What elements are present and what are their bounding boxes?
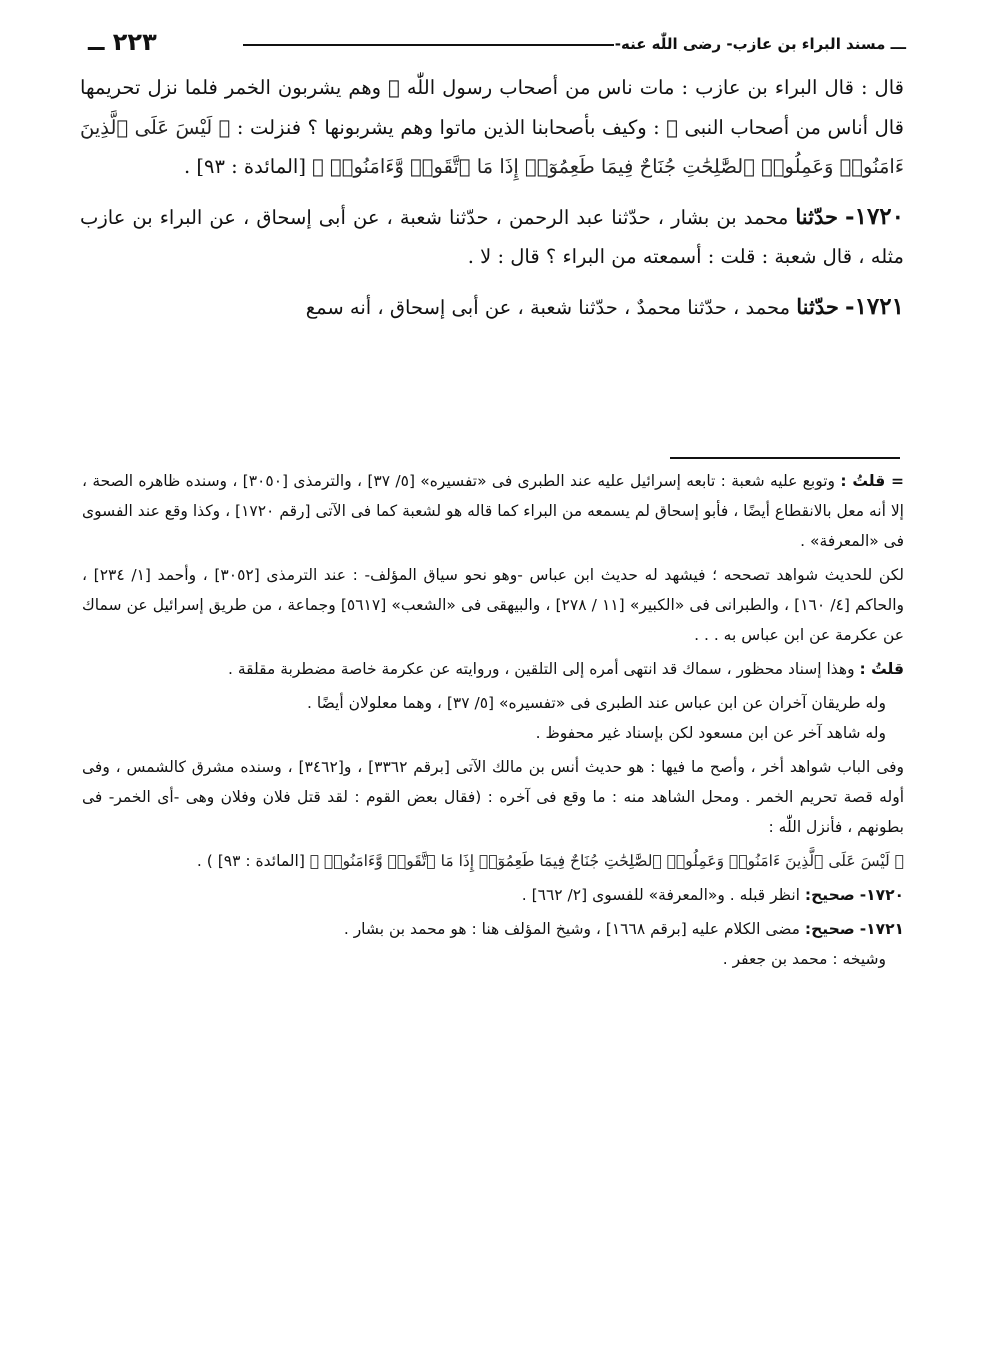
page-header	[88, 28, 906, 56]
note-1721	[82, 914, 904, 944]
note-paragraph	[82, 688, 904, 718]
footnote-divider	[670, 457, 900, 459]
page-number: ٢٢٣ ــ	[88, 28, 157, 56]
note-text: وفى الباب شواهد أخر ، وأصح ما فيها : هو حديث أنس بن مالك الآتى [برقم ٣٣٦٢] ، و[٣٤٦٢] ، وسنده مشرق كالشمس ، وفى أوله قصة تحريم الخمر . ومحل الشاهد منه : ما وقع فى آخره : (فقال بعض القوم : لقد قتل فلان وفلان وهى -أى الخمر- فى بطونهم ، فأنزل اللّٰه :	[82, 758, 905, 836]
note-text: انظر قبله . و«المعرفة» للفسوى [٢/ ٦٦٢] .	[521, 886, 800, 904]
note-text: وتوبع عليه شعبة : تابعه إسرائيل عليه عند الطبرى فى «تفسيره» [٥/ ٣٧] ، والترمذى [٣٠٥٠] ، وسنده ظاهره الصحة ، إلا أنه معل بالانقطاع أيضًا ، فأبو إسحاق لم يسمعه من البراء كما قاله هو لشعبة كما فى الآتى [رقم ١٧٢٠] ، وكذا وقع عند الفسوى فى «المعرفة» .	[82, 472, 904, 550]
note-text: وشيخه : محمد بن جعفر .	[722, 950, 886, 968]
hadith-text: محمد بن بشار ، حدّثنا عبد الرحمن ، حدّثنا شعبة ، عن أبى إسحاق ، عن البراء بن عازب مثله ، قال شعبة : قلت : أسمعته من البراء ؟ قال : لا .	[80, 205, 904, 268]
running-title: ـــ مسند البراء بن عازب- رضى اللّٰه عنه-	[614, 35, 906, 53]
hadith-number: ١٧٢١-	[845, 292, 904, 320]
hadith-1721	[80, 287, 904, 328]
note-grade: صحيح:	[804, 886, 855, 904]
hadith-1720	[80, 197, 904, 277]
quran-verse: ﴿ لَيْسَ عَلَى ٱلَّذِينَ ءَامَنُوا۟ وَعَمِلُوا۟ ٱلصَّٰلِحَٰتِ جُنَاحٌ فِيمَا طَعِمُوٓا۟ إِذَا مَا ٱتَّقَوا۟ وَّءَامَنُوا۟ ﴾	[80, 115, 904, 178]
note-text: وله شاهد آخر عن ابن مسعود لكن بإسناد غير محفوظ .	[535, 724, 886, 742]
quran-verse: ﴿ لَيْسَ عَلَى ٱلَّذِينَ ءَامَنُوا۟ وَعَمِلُوا۟ ٱلصَّٰلِحَٰتِ جُنَاحٌ فِيمَا طَعِمُوٓا۟ إِذَا مَا ٱتَّقَوا۟ وَّءَامَنُوا۟ ﴾	[309, 852, 904, 870]
note-paragraph	[82, 718, 904, 748]
narration-text: قال : قال البراء بن عازب : مات ناس من أصحاب رسول اللّٰه ﷺ وهم يشربون الخمر فلما نزل تحريمها قال أناس من أصحاب النبى ﷺ : وكيف بأصحابنا الذين ماتوا وهم يشربونها ؟ فنزلت :	[80, 76, 905, 139]
verse-reference: [المائدة : ٩٣] .	[183, 155, 306, 178]
header-rule	[243, 44, 614, 46]
hadith-lead: حدّثنا	[796, 293, 839, 319]
note-number: ١٧٢١-	[859, 920, 904, 938]
note-paragraph	[82, 466, 904, 556]
note-text: وله طريقان آخران عن ابن عباس عند الطبرى فى «تفسيره» [٥/ ٣٧] ، وهما معلولان أيضًا .	[307, 694, 886, 712]
note-text: وهذا إسناد محظور ، سماك قد انتهى أمره إلى التلقين ، وروايته عن عكرمة خاصة مضطربة مقلقة .	[228, 660, 855, 678]
note-text: مضى الكلام عليه [برقم ١٦٦٨] ، وشيخ المؤلف هنا : هو محمد بن بشار .	[343, 920, 800, 938]
note-paragraph	[82, 654, 904, 684]
note-paragraph	[82, 560, 904, 650]
note-1720	[82, 880, 904, 910]
note-lead: = قلتُ :	[840, 472, 904, 490]
note-grade: صحيح:	[804, 920, 855, 938]
verse-reference: [المائدة : ٩٣] ) .	[196, 852, 305, 870]
note-text: لكن للحديث شواهد تصححه ؛ فيشهد له حديث ابن عباس -وهو نحو سياق المؤلف- : عند الترمذى [٣٠٥٢] ، وأحمد [١/ ٢٣٤] ، والحاكم [٤/ ١٦٠] ، والطبرانى فى «الكبير» [١١ / ٢٧٨] ، والبيهقى فى «الشعب» [٥٦١٧] وجماعة ، من طريق إسرائيل عن سماك عن عكرمة عن ابن عباس به . . .	[82, 566, 904, 644]
narration-paragraph	[80, 68, 904, 187]
note-paragraph	[82, 944, 904, 974]
note-number: ١٧٢٠-	[859, 886, 904, 904]
note-quran-paragraph	[82, 846, 904, 876]
note-lead: قلتُ :	[859, 660, 904, 678]
hadith-lead: حدّثنا	[795, 203, 838, 229]
footnotes	[82, 466, 904, 974]
hadith-number: ١٧٢٠-	[845, 202, 905, 230]
hadith-text: محمد ، حدّثنا محمدٌ ، حدّثنا شعبة ، عن أبى إسحاق ، أنه سمع	[305, 295, 791, 319]
main-text	[80, 68, 904, 327]
note-paragraph	[82, 752, 904, 842]
